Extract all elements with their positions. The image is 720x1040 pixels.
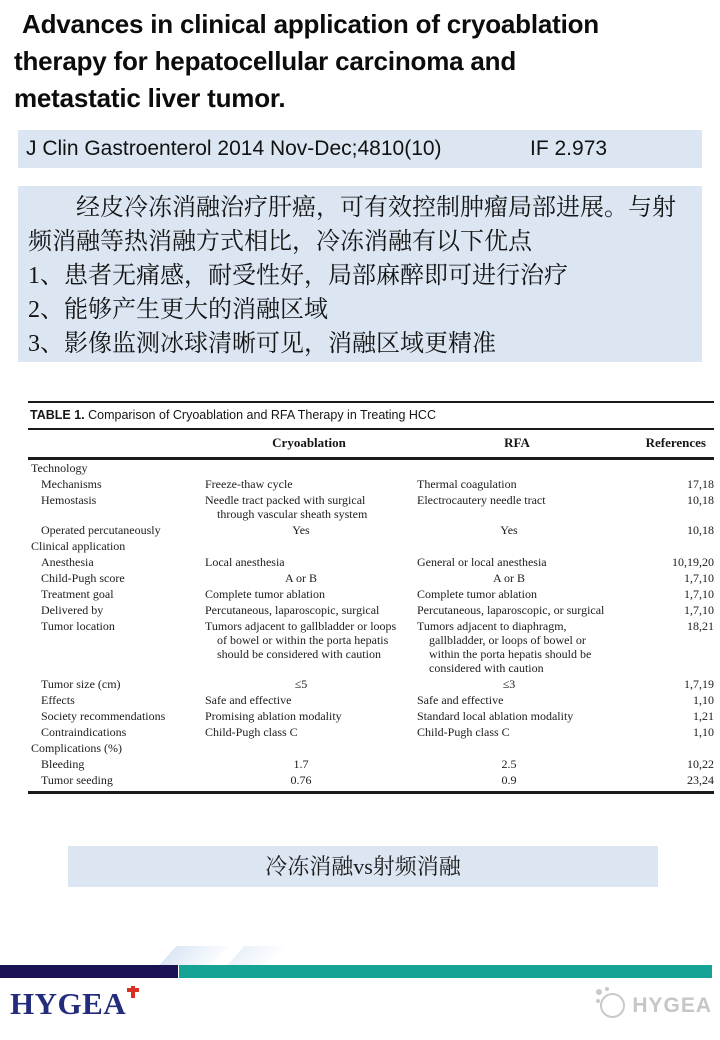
rfa-cell: Child-Pugh class C xyxy=(417,725,510,739)
cryoablation-cell: A or B xyxy=(284,571,317,585)
references-cell xyxy=(619,459,714,477)
slide-title-line: metastatic liver tumor. xyxy=(14,83,286,113)
impact-factor: IF 2.973 xyxy=(530,137,608,160)
references-cell: 1,10 xyxy=(693,693,714,707)
cryoablation-cell: Yes xyxy=(292,523,310,537)
rfa-cell: Standard local ablation modality xyxy=(417,709,574,723)
rfa-cell: Safe and effective xyxy=(417,693,504,707)
red-cross-icon xyxy=(127,986,139,1001)
rfa-cell: General or local anesthesia xyxy=(417,555,547,569)
footer-bar-navy xyxy=(0,965,178,978)
table-section-row xyxy=(28,538,714,554)
table-row xyxy=(28,522,714,538)
cryoablation-cell xyxy=(203,740,415,756)
table-caption-label: TABLE 1. xyxy=(30,408,85,422)
references-cell: 10,19,20 xyxy=(672,555,714,569)
rfa-cell: ≤3 xyxy=(502,677,516,691)
row-label-cell: Operated percutaneously xyxy=(41,523,161,537)
rfa-cell: A or B xyxy=(492,571,525,585)
slide-caption-text: 冷冻消融vs射频消融 xyxy=(265,854,461,879)
row-label-cell: Hemostasis xyxy=(41,493,97,507)
table-caption-text: Comparison of Cryoablation and RFA Therapy in Treating HCC xyxy=(88,408,436,422)
table-row xyxy=(28,724,714,740)
references-cell: 18,21 xyxy=(687,619,714,633)
rfa-cell xyxy=(415,538,619,554)
table-row xyxy=(28,708,714,724)
row-label-cell: Contraindications xyxy=(41,725,127,739)
citation-bar xyxy=(18,130,702,168)
rfa-cell: Percutaneous, laparoscopic, or surgical xyxy=(417,603,605,617)
comparison-table xyxy=(28,401,714,794)
references-cell: 1,7,19 xyxy=(684,677,714,691)
references-cell: 1,7,10 xyxy=(684,603,714,617)
footer-decoration-shape xyxy=(159,946,228,965)
references-cell: 1,10 xyxy=(693,725,714,739)
references-cell: 1,7,10 xyxy=(684,587,714,601)
summary-points-line: 3、影像监测冰球清晰可见，消融区域更精准 xyxy=(28,331,496,357)
comparison-table-body xyxy=(28,459,714,793)
cryoablation-cell: 1.7 xyxy=(293,757,309,771)
row-label-cell: Tumor seeding xyxy=(41,773,113,787)
references-cell xyxy=(619,538,714,554)
rfa-cell xyxy=(415,459,619,477)
rfa-cell: Tumors adjacent to diaphragm, gallbladder, or loops of bowel or within the porta hepatis should be considered with caution xyxy=(417,619,592,675)
hygea-logo-text: HYGEA xyxy=(10,986,127,1021)
rfa-cell: Complete tumor ablation xyxy=(417,587,537,601)
table-section-row xyxy=(28,740,714,756)
references-cell: 10,22 xyxy=(687,757,714,771)
cryoablation-cell: Percutaneous, laparoscopic, surgical xyxy=(205,603,380,617)
references-cell: 1,7,10 xyxy=(684,571,714,585)
references-cell: 17,18 xyxy=(687,477,714,491)
rfa-cell: 2.5 xyxy=(501,757,517,771)
references-cell: 23,24 xyxy=(687,773,714,787)
table-row xyxy=(28,772,714,793)
table-row xyxy=(28,492,714,522)
table-row xyxy=(28,756,714,772)
table-row xyxy=(28,602,714,618)
row-label-cell: Child-Pugh score xyxy=(41,571,125,585)
table-row xyxy=(28,476,714,492)
cryoablation-cell: Promising ablation modality xyxy=(205,709,342,723)
row-label-cell: Tumor location xyxy=(41,619,115,633)
cryoablation-cell xyxy=(203,459,415,477)
table-caption xyxy=(28,403,714,430)
cryoablation-cell: Safe and effective xyxy=(205,693,292,707)
cryoablation-cell: ≤5 xyxy=(294,677,308,691)
row-label-cell: Effects xyxy=(41,693,75,707)
slide-caption-bar xyxy=(68,846,658,887)
summary-intro: 经皮冷冻消融治疗肝癌，可有效控制肿瘤局部进展。与射频消融等热消融方式相比，冷冻消融有以下优点 xyxy=(28,195,676,255)
table-row xyxy=(28,692,714,708)
row-label-cell: Bleeding xyxy=(41,757,85,771)
cryoablation-cell: Local anesthesia xyxy=(205,555,285,569)
header-references: References xyxy=(619,430,714,459)
rfa-cell: Electrocautery needle tract xyxy=(417,493,546,507)
watermark-text: HYGEA xyxy=(632,993,712,1017)
summary-points-line: 2、能够产生更大的消融区域 xyxy=(28,297,328,323)
hygea-watermark-icon xyxy=(600,993,625,1018)
slide-title-line: therapy for hepatocellular carcinoma and xyxy=(14,46,517,76)
table-header-row xyxy=(28,430,714,459)
row-label-cell: Clinical application xyxy=(31,539,126,553)
header-blank xyxy=(28,430,203,459)
cryoablation-cell: Complete tumor ablation xyxy=(205,587,325,601)
table-section-row xyxy=(28,459,714,477)
table-row xyxy=(28,676,714,692)
citation-text: J Clin Gastroenterol 2014 Nov-Dec;4810(10) xyxy=(26,137,442,160)
rfa-cell xyxy=(415,740,619,756)
slide-title xyxy=(14,6,714,117)
header-cryoablation: Cryoablation xyxy=(203,430,415,459)
references-cell: 1,21 xyxy=(693,709,714,723)
row-label-cell: Treatment goal xyxy=(41,587,114,601)
table-row xyxy=(28,554,714,570)
hygea-logo xyxy=(10,986,139,1021)
row-label-cell: Complications (%) xyxy=(31,741,122,755)
cryoablation-cell: Tumors adjacent to gallbladder or loops of bowel or within the porta hepatis should be considered with caution xyxy=(205,619,397,661)
footer-decoration-shape xyxy=(227,946,284,965)
table-row xyxy=(28,586,714,602)
references-cell xyxy=(619,740,714,756)
rfa-cell: Thermal coagulation xyxy=(417,477,517,491)
row-label-cell: Mechanisms xyxy=(41,477,102,491)
footer-bar-teal xyxy=(179,965,712,978)
summary-points xyxy=(28,259,692,361)
table-row xyxy=(28,570,714,586)
cryoablation-cell: Needle tract packed with surgical through vascular sheath system xyxy=(205,493,368,521)
row-label-cell: Tumor size (cm) xyxy=(41,677,121,691)
header-rfa: RFA xyxy=(415,430,619,459)
row-label-cell: Anesthesia xyxy=(41,555,94,569)
rfa-cell: 0.9 xyxy=(501,773,517,787)
cryoablation-cell: 0.76 xyxy=(290,773,312,787)
table-row xyxy=(28,618,714,676)
references-cell: 10,18 xyxy=(687,493,714,507)
cryoablation-cell: Child-Pugh class C xyxy=(205,725,298,739)
summary-box xyxy=(18,186,702,362)
cryoablation-cell: Freeze-thaw cycle xyxy=(205,477,293,491)
row-label-cell: Delivered by xyxy=(41,603,104,617)
row-label-cell: Technology xyxy=(31,461,88,475)
cryoablation-cell xyxy=(203,538,415,554)
row-label-cell: Society recommendations xyxy=(41,709,166,723)
watermark xyxy=(600,993,712,1018)
references-cell: 10,18 xyxy=(687,523,714,537)
rfa-cell: Yes xyxy=(500,523,518,537)
summary-points-line: 1、患者无痛感，耐受性好，局部麻醉即可进行治疗 xyxy=(28,263,568,289)
slide-title-line: Advances in clinical application of cryoablation xyxy=(22,9,599,39)
